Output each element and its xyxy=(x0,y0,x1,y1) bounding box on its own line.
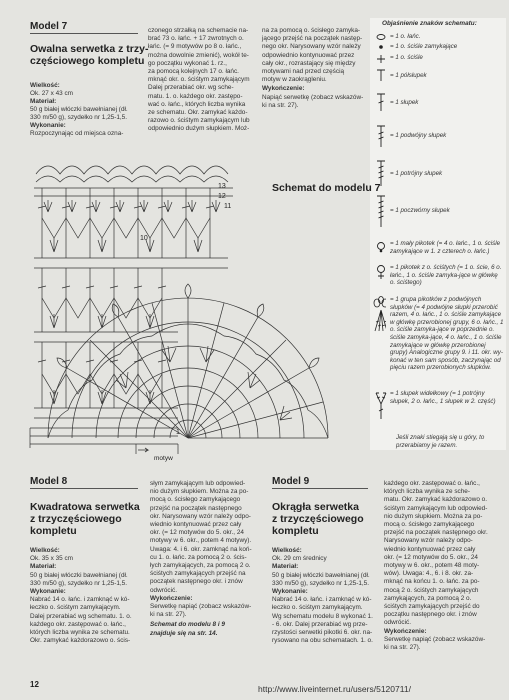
forked-stitch-icon xyxy=(374,390,388,420)
text-line: mocą o. ścisłego zamykającego xyxy=(150,496,241,504)
legend-text: = 1 o. ściśle zamykające xyxy=(390,43,458,50)
text-line: czonego strzałką na schemacie na- xyxy=(148,27,249,34)
half-dc-icon xyxy=(374,68,388,82)
text-line: Serwetkę napiąć (zobacz wskazów- xyxy=(384,635,486,643)
text-line: łeczko o. ściśtym zamykającym. xyxy=(30,604,121,612)
text-line: rzystości serwetki pikotki 6. okr. na- xyxy=(272,629,373,637)
legend-text: = 1 o. łańc. xyxy=(390,33,421,40)
text-line: Dalej przerabiać okr. wg sche- xyxy=(148,84,234,92)
page-number: 12 xyxy=(30,680,39,689)
text-line: łych zamykających, za pomocą 2 o. xyxy=(150,562,251,570)
text-line: wać o. łańc., których liczba wynika xyxy=(148,100,246,108)
legend-text: = 1 poczwórny słupek xyxy=(390,207,450,214)
start-arrow-icon xyxy=(138,448,148,452)
text-line: mknąć okr. o. ściśtym zamykającym xyxy=(148,76,250,84)
text-line: 330 m/50 g), szydełko nr 1,25-1,5. xyxy=(272,579,369,587)
text-line: Serwetkę napiąć (zobacz wskazów- xyxy=(150,603,252,611)
legend-text: = 1 grupa pikotków z podwójnych słupków (= 4 podwójne słupki przerobić razem, 4 o. łańc., 1 o. ściśle zamykające w główkę przerobionej grupy, 6 o. łańc., 1 o. ściśle zamyka-jące w poprzednie o. ściśle zamyka-jące, 4 o. łańc., 1 o. ściśle zamykające w główkę przerobionej grupy) Analogiczne grupy 9. i 11. okr. wy-konać w ten sam sposób, zaczynając od pięciu razem przerobionych słupków. xyxy=(390,296,504,372)
text-line: których liczba wynika ze schematu. xyxy=(30,629,130,637)
text-line: przejść na początek następnego okr. xyxy=(384,529,488,537)
legend-text: = 1 słupek xyxy=(390,99,419,106)
legend-text: = 1 o. ściśle xyxy=(390,54,423,61)
text-line: brać 73 o. łańc. + 17 zwrotnych o. xyxy=(148,35,244,43)
model9-work-label: Wykonanie: xyxy=(272,588,308,596)
slip-stitch-icon xyxy=(374,43,388,51)
text-line: motywy w 6. okr., potem 4 motywy). xyxy=(150,537,252,545)
text-line: matu. 1. o. każdego okr. zastępo- xyxy=(148,92,243,100)
model9-size-label: Wielkość: xyxy=(272,547,302,554)
model7-col3 xyxy=(262,27,368,110)
row-label-12: 12 xyxy=(218,193,226,200)
row-label-11: 11 xyxy=(224,203,232,210)
model9-col1 xyxy=(272,547,376,645)
text-line: odpowiednio dużym słupkiem. Moż- xyxy=(148,125,250,133)
text-line: nio dużym słupkiem. Można za po- xyxy=(150,488,249,496)
legend-text: = 1 pikotek z o. ściśtych (= 1 o. ście, 6 o. łańc., 1 o. ściśle zamyka-jące w główkę o. ściśtego) xyxy=(390,264,502,287)
picot-icon xyxy=(374,240,388,254)
legend-text: = 1 słupek widełkowy (= 1 potrójny słupek, 2 o. łańc., 1 słupek w 2. część) xyxy=(390,390,496,405)
text-line: motywy w 6. okr., potem 48 moty- xyxy=(384,562,480,570)
model9-title-line3: kompletu xyxy=(272,525,319,537)
motif-bracket xyxy=(136,444,178,454)
legend-footnote-line2: przerabiamy je razem. xyxy=(396,442,458,449)
model7-finish-label: Wykończenie: xyxy=(262,85,305,93)
text-line: nego okr. Narysowany wzór należy xyxy=(262,43,361,51)
model8-size-value: Ok. 35 x 35 cm xyxy=(30,555,73,563)
single-crochet-icon xyxy=(374,54,388,64)
legend-text: = 1 półsłupek xyxy=(390,72,427,79)
model8-title-line2: z trzyczęściowego xyxy=(30,513,122,525)
legend-text: = 1 mały pikotek (= 4 o. łańc., 1 o. ściśle zamykające w 1. z czterech o. łańc.) xyxy=(390,240,501,255)
model7-title-line2: częściowego kompletu xyxy=(30,55,145,67)
text-line: ki na str. 27). xyxy=(262,101,299,109)
model9-title-line1: Okrągła serwetka xyxy=(272,501,359,513)
text-line: ściśtym zamykającym lub odpowied- xyxy=(384,504,488,512)
model7-size-label: Wielkość: xyxy=(30,82,60,89)
legend-panel xyxy=(370,18,506,450)
text-line: na za pomocą o. ścisłego zamyka- xyxy=(262,27,361,34)
model9-finish-label: Wykończenie: xyxy=(384,627,427,635)
text-line: 50 g białej włóczki bawełnianej (dł. xyxy=(30,571,128,579)
text-line: Nabrać 14 o. łańc. i zamknąć w kó- xyxy=(272,596,372,604)
legend-heading: Objaśnienie znaków schematu: xyxy=(382,20,477,27)
model7-materials-line2: 330 m/50 g), szydełko nr 1,25-1,5. xyxy=(30,114,127,121)
model7-rule xyxy=(30,33,138,34)
legend-footnote-line1: Jeśli znaki stiegają się u góry, to xyxy=(396,434,485,441)
crochet-diagram xyxy=(28,148,370,464)
model9-col2 xyxy=(384,480,504,652)
model9-materials-label: Materiał: xyxy=(272,563,299,571)
model8-heading: Model 8 xyxy=(30,476,68,487)
legend-text: = 1 podwójny słupek xyxy=(390,132,447,139)
text-line: nio dużym słupkiem. Można za po- xyxy=(384,512,483,520)
text-line: których liczba wynika ze sche- xyxy=(384,488,470,496)
model9-title-line2: z trzyczęściowego xyxy=(272,513,364,525)
watermark-url: http://www.liveinternet.ru/users/5120711/ xyxy=(258,684,411,694)
diagram-semicircle-flowers xyxy=(116,346,292,420)
text-line: wiednio kontynuować przez cały xyxy=(384,545,476,553)
text-line: Wg schematu modelu 8 wykonać 1. xyxy=(272,612,373,620)
text-line: motywami nad przed częścią xyxy=(262,68,345,76)
text-line: Narysowany wzór należy odpo- xyxy=(384,537,473,545)
text-line: początku następnego okr. i znów xyxy=(384,611,477,619)
text-line: Dalej przerabiać wg schematu. 1. o. xyxy=(30,612,132,620)
model9-rule xyxy=(272,488,368,489)
dc-icon xyxy=(374,92,388,112)
text-line: odwrócić. xyxy=(150,586,177,594)
text-line: okr. (= 12 motywów do 5. okr., 24 xyxy=(150,529,244,537)
text-line: cu 1. o. łańc. za pomocą 2 o. ścis- xyxy=(150,553,247,561)
model9-size-value: Ok. 29 cm średnicy xyxy=(272,555,327,563)
text-line: matu. Okr. zamykać każdorazowo o. xyxy=(384,496,487,504)
model8-rule xyxy=(30,488,138,489)
legend-text: = 1 potrójny słupek xyxy=(390,170,443,177)
text-line: go początku wykonać 1. rz., xyxy=(148,59,227,67)
text-line: zamykających, za pomocą 2 o. xyxy=(384,594,472,602)
text-line: razowo o. ściśtym zamykającym lub xyxy=(148,117,250,125)
model8-materials-label: Materiał: xyxy=(30,563,57,571)
sc-picot-icon xyxy=(374,264,388,280)
model8-col2 xyxy=(150,480,268,638)
model8-size-label: Wielkość: xyxy=(30,547,60,554)
model7-size-value: Ok. 27 x 43 cm xyxy=(30,90,73,97)
model7-work-line1: Rozpoczynając od miejsca ozna- xyxy=(30,130,124,137)
text-line: 50 g białej włóczki bawełnianej (dł. xyxy=(272,571,370,579)
row-label-10: 10 xyxy=(140,235,148,242)
text-line: motyw w zaokrągleniu. xyxy=(262,76,327,84)
model7-heading: Model 7 xyxy=(30,21,68,32)
text-line: 330 m/50 g), szydełko nr 1,25-1,5. xyxy=(30,579,127,587)
text-line: każdego okr. zastępować o. łańc., xyxy=(30,620,126,628)
model8-finish-label: Wykończenie: xyxy=(150,594,193,602)
text-line: okr. (= 12 motywów do 5. okr., 24 xyxy=(384,553,478,561)
model7-col2 xyxy=(148,27,266,134)
text-line: ze schematu. Okr. zamykać każdo- xyxy=(148,109,248,117)
text-line: łańc. (= 9 motywów po 8 o. łańc., xyxy=(148,43,242,51)
text-line: ściśtych zamykających przejść na xyxy=(150,570,246,578)
model7-title-line1: Owalna serwetka z trzy- xyxy=(30,43,149,55)
text-line: cały okr., rozrastający się między xyxy=(262,59,356,67)
text-line: Napiąć serwetkę (zobacz wskazów- xyxy=(262,93,364,101)
text-line: mocą 2 o. ściśtych zamykających xyxy=(384,586,479,594)
text-line: ki na str. 27). xyxy=(150,611,187,619)
model8-title-line1: Kwadratowa serwetka xyxy=(30,501,140,513)
text-line: rysowano na obu schematach. 1. o. xyxy=(272,637,373,645)
text-line: łeczko o. ściśtym zamykającym. xyxy=(272,604,363,612)
text-line: ki na str. 27). xyxy=(384,644,421,652)
text-line: można dowolnie zmienić), wokół te- xyxy=(148,51,249,59)
text-line: słym zamykającym lub odpowied- xyxy=(150,480,246,487)
model8-schema-note-line2: znajduje się na str. 14. xyxy=(150,629,218,637)
chain-oval-icon xyxy=(374,33,388,41)
text-line: - 6. okr. Dalej przerabiać wg prze- xyxy=(272,620,368,628)
text-line: Okr. zamykać każdorazowo o. ścis- xyxy=(30,637,131,645)
row-label-1: 1 xyxy=(176,429,180,436)
text-line: Nabrać 14 o. łańc. i zamknąć w kó- xyxy=(30,596,130,604)
model8-schema-note-line1: Schemat do modelu 8 i 9 xyxy=(150,621,225,629)
schema-title: Schemat do modelu 7 xyxy=(272,182,381,194)
text-line: jącego przejść na początek następ- xyxy=(262,35,363,43)
text-line: mknąć na końcu 1. o. łańc. za po- xyxy=(384,578,480,586)
motif-label: motyw xyxy=(154,455,173,462)
model9-heading: Model 9 xyxy=(272,476,310,487)
text-line: wów). Uwaga: 4., 6. i 8. okr. za- xyxy=(384,570,474,578)
text-line: przejść na początek następnego xyxy=(150,504,242,512)
double-treble-icon xyxy=(374,124,388,148)
text-line: okr. Narysowany wzór należy odpo- xyxy=(150,512,251,520)
text-line: odwrócić. xyxy=(384,619,411,627)
model8-title-line3: kompletu xyxy=(30,525,77,537)
model7-materials-line1: 50 g białej włóczki bawełnianej (dł. xyxy=(30,106,128,113)
model7-work-label: Wykonanie: xyxy=(30,122,66,129)
model8-col1 xyxy=(30,547,148,645)
row-label-13: 13 xyxy=(218,183,226,190)
text-line: wiednio kontynuować przez cały xyxy=(150,521,242,529)
text-line: każdego okr. zastępować o. łańc., xyxy=(384,480,480,487)
text-line: mocą o. ścisłego zamykającego xyxy=(384,521,475,529)
model8-work-label: Wykonanie: xyxy=(30,588,66,596)
picot-cluster-icon xyxy=(372,296,386,332)
text-line: ściśtych zamykających przejść do xyxy=(384,603,480,611)
model7-materials-label: Materiał: xyxy=(30,98,57,105)
quad-treble-icon xyxy=(374,194,388,228)
text-line: za pomocą kolejnych 17 o. łańc. xyxy=(148,68,239,76)
text-line: odpowiednio kontynuować przez xyxy=(262,51,355,59)
text-line: Uwaga: 4. i 6. okr. zamknąć na koń- xyxy=(150,545,252,553)
text-line: początek następnego okr. i znów xyxy=(150,578,243,586)
